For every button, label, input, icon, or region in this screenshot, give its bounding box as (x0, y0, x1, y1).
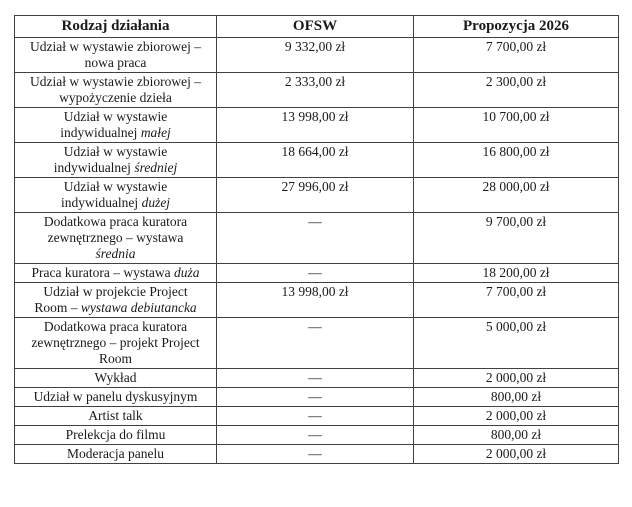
propozycja-2026-amount-cell: 5 000,00 zł (414, 318, 619, 369)
ofsw-amount-cell: 2 333,00 zł (217, 73, 414, 108)
activity-cell: Udział w wystawie zbiorowej – nowa praca (15, 38, 217, 73)
table-row (15, 108, 619, 143)
propozycja-2026-amount-cell: 10 700,00 zł (414, 108, 619, 143)
ofsw-amount-cell: — (217, 264, 414, 283)
activity-cell: Udział w projekcie Project Room – wystawa debiutancka (15, 283, 217, 318)
activity-cell: Udział w wystawie indywidualnej średniej (15, 143, 217, 178)
activity-cell: Wykład (15, 369, 217, 388)
column-header-propozycja-2026: Propozycja 2026 (414, 16, 619, 38)
propozycja-2026-amount-cell: 18 200,00 zł (414, 264, 619, 283)
activity-cell: Udział w wystawie zbiorowej – wypożyczenie dzieła (15, 73, 217, 108)
ofsw-amount-cell: 13 998,00 zł (217, 283, 414, 318)
table-row (15, 283, 619, 318)
propozycja-2026-amount-cell: 7 700,00 zł (414, 283, 619, 318)
ofsw-amount-cell: 13 998,00 zł (217, 108, 414, 143)
table-row (15, 407, 619, 426)
table-row (15, 143, 619, 178)
table-row (15, 369, 619, 388)
activity-cell: Moderacja panelu (15, 445, 217, 464)
table-row (15, 445, 619, 464)
activity-cell: Praca kuratora – wystawa duża (15, 264, 217, 283)
propozycja-2026-amount-cell: 9 700,00 zł (414, 213, 619, 264)
table-row (15, 426, 619, 445)
ofsw-amount-cell: 27 996,00 zł (217, 178, 414, 213)
activity-cell: Udział w wystawie indywidualnej dużej (15, 178, 217, 213)
table-body (15, 38, 619, 464)
propozycja-2026-amount-cell: 2 000,00 zł (414, 407, 619, 426)
activity-cell: Dodatkowa praca kuratora zewnętrznego – projekt Project Room (15, 318, 217, 369)
table-row (15, 264, 619, 283)
propozycja-2026-amount-cell: 2 000,00 zł (414, 369, 619, 388)
activity-cell: Dodatkowa praca kuratora zewnętrznego – wystawa średnia (15, 213, 217, 264)
ofsw-amount-cell: — (217, 318, 414, 369)
table-row (15, 38, 619, 73)
activity-cell: Artist talk (15, 407, 217, 426)
ofsw-amount-cell: — (217, 407, 414, 426)
column-header-activity: Rodzaj działania (15, 16, 217, 38)
activity-cell: Udział w panelu dyskusyjnym (15, 388, 217, 407)
propozycja-2026-amount-cell: 800,00 zł (414, 388, 619, 407)
propozycja-2026-amount-cell: 2 000,00 zł (414, 445, 619, 464)
table-header-row (15, 16, 619, 38)
table-row (15, 388, 619, 407)
ofsw-amount-cell: 18 664,00 zł (217, 143, 414, 178)
table-row (15, 178, 619, 213)
table-row (15, 73, 619, 108)
table-row (15, 213, 619, 264)
propozycja-2026-amount-cell: 800,00 zł (414, 426, 619, 445)
fee-rates-table (14, 15, 619, 464)
table-row (15, 318, 619, 369)
activity-cell: Prelekcja do filmu (15, 426, 217, 445)
propozycja-2026-amount-cell: 2 300,00 zł (414, 73, 619, 108)
propozycja-2026-amount-cell: 28 000,00 zł (414, 178, 619, 213)
propozycja-2026-amount-cell: 7 700,00 zł (414, 38, 619, 73)
ofsw-amount-cell: — (217, 445, 414, 464)
ofsw-amount-cell: — (217, 369, 414, 388)
ofsw-amount-cell: — (217, 213, 414, 264)
ofsw-amount-cell: — (217, 388, 414, 407)
activity-cell: Udział w wystawie indywidualnej małej (15, 108, 217, 143)
ofsw-amount-cell: 9 332,00 zł (217, 38, 414, 73)
column-header-ofsw: OFSW (217, 16, 414, 38)
propozycja-2026-amount-cell: 16 800,00 zł (414, 143, 619, 178)
ofsw-amount-cell: — (217, 426, 414, 445)
